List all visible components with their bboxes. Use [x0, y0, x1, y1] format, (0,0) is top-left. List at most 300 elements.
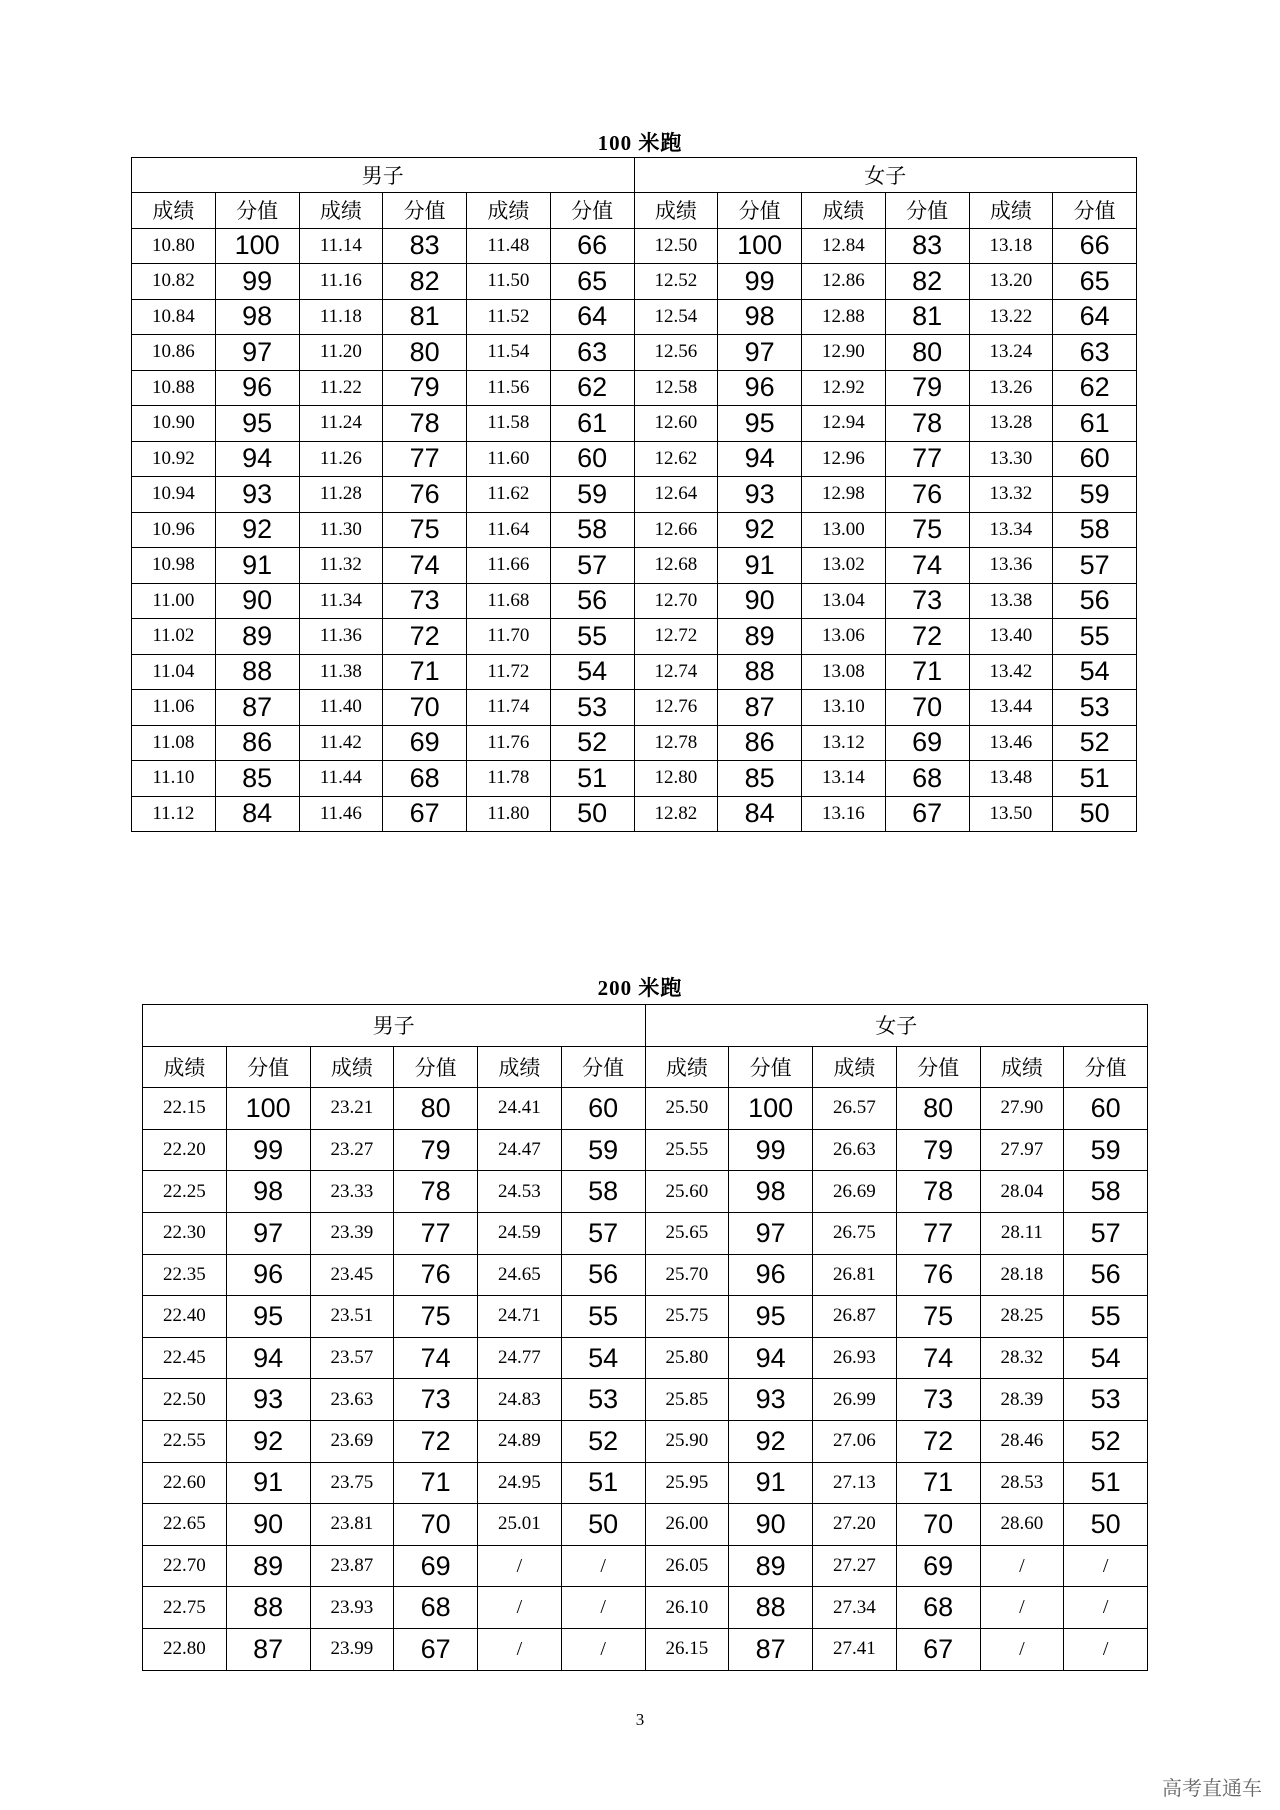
score-cell: 88 — [718, 654, 802, 690]
score-cell: / — [1064, 1628, 1148, 1670]
score-cell: 57 — [550, 548, 634, 584]
performance-cell: 11.40 — [299, 690, 383, 726]
score-cell: 86 — [718, 725, 802, 761]
performance-cell: 12.92 — [802, 370, 886, 406]
score-cell: 73 — [896, 1379, 980, 1421]
score-cell: 70 — [885, 690, 969, 726]
score-cell: 92 — [215, 512, 299, 548]
performance-cell: 24.41 — [478, 1088, 562, 1130]
performance-cell: 13.10 — [802, 690, 886, 726]
performance-cell: 27.90 — [980, 1088, 1064, 1130]
performance-cell: 13.44 — [969, 690, 1053, 726]
performance-cell: 12.68 — [634, 548, 718, 584]
page-number: 3 — [635, 1710, 645, 1729]
performance-cell: / — [980, 1628, 1064, 1670]
performance-cell: 22.45 — [143, 1337, 227, 1379]
score-cell: 76 — [885, 477, 969, 513]
score-cell: 57 — [1064, 1212, 1148, 1254]
performance-cell: 22.35 — [143, 1254, 227, 1296]
score-cell: 63 — [550, 335, 634, 371]
score-cell: 93 — [226, 1379, 310, 1421]
column-header-performance: 成绩 — [143, 1046, 227, 1088]
score-cell: 79 — [383, 370, 467, 406]
performance-cell: / — [478, 1628, 562, 1670]
performance-cell: 24.83 — [478, 1379, 562, 1421]
score-cell: 72 — [885, 619, 969, 655]
performance-cell: 28.18 — [980, 1254, 1064, 1296]
performance-cell: 12.78 — [634, 725, 718, 761]
performance-cell: 12.88 — [802, 299, 886, 335]
score-cell: 69 — [896, 1545, 980, 1587]
table-row — [143, 1379, 1148, 1421]
score-cell: 53 — [561, 1379, 645, 1421]
score-cell: 59 — [1064, 1129, 1148, 1171]
performance-cell: / — [980, 1587, 1064, 1629]
performance-cell: 24.47 — [478, 1129, 562, 1171]
table-200m-title: 200 米跑 — [597, 976, 683, 1000]
score-cell: 57 — [561, 1212, 645, 1254]
column-header-row — [143, 1046, 1148, 1088]
performance-cell: 11.52 — [467, 299, 551, 335]
score-cell: 94 — [215, 441, 299, 477]
performance-cell: 25.85 — [645, 1379, 729, 1421]
score-cell: 50 — [1053, 796, 1137, 832]
performance-cell: 12.98 — [802, 477, 886, 513]
score-cell: 79 — [896, 1129, 980, 1171]
performance-cell: 12.56 — [634, 335, 718, 371]
score-cell: 90 — [226, 1504, 310, 1546]
performance-cell: 11.12 — [132, 796, 216, 832]
column-header-score: 分值 — [896, 1046, 980, 1088]
performance-cell: 27.41 — [813, 1628, 897, 1670]
score-cell: 99 — [729, 1129, 813, 1171]
score-cell: 51 — [550, 761, 634, 797]
performance-cell: 12.64 — [634, 477, 718, 513]
score-cell: / — [1064, 1587, 1148, 1629]
performance-cell: 10.84 — [132, 299, 216, 335]
performance-cell: 23.21 — [310, 1088, 394, 1130]
performance-cell: 24.89 — [478, 1420, 562, 1462]
score-cell: 54 — [550, 654, 634, 690]
table-row — [143, 1337, 1148, 1379]
performance-cell: 28.25 — [980, 1296, 1064, 1338]
performance-cell: 11.24 — [299, 406, 383, 442]
table-row — [132, 796, 1137, 832]
score-cell: 66 — [1053, 228, 1137, 264]
performance-cell: 11.66 — [467, 548, 551, 584]
column-header-score: 分值 — [1064, 1046, 1148, 1088]
score-cell: 92 — [226, 1420, 310, 1462]
performance-cell: 13.36 — [969, 548, 1053, 584]
performance-cell: 27.06 — [813, 1420, 897, 1462]
performance-cell: 24.59 — [478, 1212, 562, 1254]
table-row — [132, 654, 1137, 690]
table-row — [132, 477, 1137, 513]
performance-cell: 11.22 — [299, 370, 383, 406]
score-cell: 51 — [1053, 761, 1137, 797]
performance-cell: 12.96 — [802, 441, 886, 477]
score-cell: 56 — [1053, 583, 1137, 619]
performance-cell: 26.87 — [813, 1296, 897, 1338]
performance-cell: 24.53 — [478, 1171, 562, 1213]
score-cell: 74 — [885, 548, 969, 584]
table-row — [132, 441, 1137, 477]
performance-cell: 26.69 — [813, 1171, 897, 1213]
score-cell: 51 — [561, 1462, 645, 1504]
performance-cell: 11.36 — [299, 619, 383, 655]
score-cell: 97 — [226, 1212, 310, 1254]
score-cell: 78 — [885, 406, 969, 442]
performance-cell: 11.38 — [299, 654, 383, 690]
performance-cell: 24.77 — [478, 1337, 562, 1379]
score-cell: 67 — [896, 1628, 980, 1670]
score-cell: 80 — [885, 335, 969, 371]
performance-cell: 22.75 — [143, 1587, 227, 1629]
performance-cell: 28.11 — [980, 1212, 1064, 1254]
table-row — [143, 1587, 1148, 1629]
score-cell: 74 — [383, 548, 467, 584]
score-cell: 91 — [729, 1462, 813, 1504]
performance-cell: 22.80 — [143, 1628, 227, 1670]
performance-cell: 22.40 — [143, 1296, 227, 1338]
table-row — [132, 725, 1137, 761]
male-header: 男子 — [143, 1005, 646, 1047]
score-cell: 67 — [394, 1628, 478, 1670]
score-cell: 50 — [1064, 1504, 1148, 1546]
score-cell: / — [1064, 1545, 1148, 1587]
score-cell: 70 — [896, 1504, 980, 1546]
performance-cell: 11.30 — [299, 512, 383, 548]
score-cell: 97 — [729, 1212, 813, 1254]
performance-cell: 12.62 — [634, 441, 718, 477]
performance-cell: 11.44 — [299, 761, 383, 797]
score-cell: 58 — [550, 512, 634, 548]
score-cell: 96 — [718, 370, 802, 406]
score-cell: 65 — [1053, 264, 1137, 300]
performance-cell: 28.39 — [980, 1379, 1064, 1421]
gender-header-row — [143, 1005, 1148, 1047]
column-header-score: 分值 — [1053, 193, 1137, 229]
male-header: 男子 — [132, 158, 635, 193]
performance-cell: 11.56 — [467, 370, 551, 406]
performance-cell: 26.93 — [813, 1337, 897, 1379]
table-200m — [142, 1004, 1148, 1671]
performance-cell: 11.26 — [299, 441, 383, 477]
score-cell: 61 — [550, 406, 634, 442]
performance-cell: 11.46 — [299, 796, 383, 832]
score-cell: 93 — [215, 477, 299, 513]
performance-cell: 27.34 — [813, 1587, 897, 1629]
score-cell: 69 — [383, 725, 467, 761]
score-cell: 79 — [394, 1129, 478, 1171]
performance-cell: 11.02 — [132, 619, 216, 655]
score-cell: 78 — [896, 1171, 980, 1213]
score-cell: 98 — [718, 299, 802, 335]
performance-cell: 28.46 — [980, 1420, 1064, 1462]
score-cell: 65 — [550, 264, 634, 300]
score-cell: 82 — [885, 264, 969, 300]
score-cell: 74 — [896, 1337, 980, 1379]
score-cell: 62 — [550, 370, 634, 406]
score-cell: 100 — [729, 1088, 813, 1130]
score-cell: 87 — [226, 1628, 310, 1670]
score-cell: 67 — [383, 796, 467, 832]
performance-cell: 13.08 — [802, 654, 886, 690]
score-cell: 90 — [729, 1504, 813, 1546]
performance-cell: 12.52 — [634, 264, 718, 300]
score-cell: 57 — [1053, 548, 1137, 584]
score-cell: 53 — [550, 690, 634, 726]
table-row — [132, 583, 1137, 619]
performance-cell: 26.00 — [645, 1504, 729, 1546]
table-row — [143, 1628, 1148, 1670]
score-cell: 91 — [718, 548, 802, 584]
performance-cell: 22.20 — [143, 1129, 227, 1171]
performance-cell: 22.60 — [143, 1462, 227, 1504]
performance-cell: 11.04 — [132, 654, 216, 690]
performance-cell: 11.10 — [132, 761, 216, 797]
performance-cell: 25.65 — [645, 1212, 729, 1254]
score-cell: 78 — [383, 406, 467, 442]
performance-cell: 25.60 — [645, 1171, 729, 1213]
performance-cell: 25.95 — [645, 1462, 729, 1504]
performance-cell: 13.30 — [969, 441, 1053, 477]
performance-cell: 13.18 — [969, 228, 1053, 264]
performance-cell: 25.70 — [645, 1254, 729, 1296]
column-header-performance: 成绩 — [467, 193, 551, 229]
performance-cell: 11.54 — [467, 335, 551, 371]
performance-cell: 12.58 — [634, 370, 718, 406]
performance-cell: 11.62 — [467, 477, 551, 513]
performance-cell: 13.38 — [969, 583, 1053, 619]
score-cell: 93 — [718, 477, 802, 513]
performance-cell: 11.16 — [299, 264, 383, 300]
performance-cell: 13.32 — [969, 477, 1053, 513]
score-cell: 73 — [383, 583, 467, 619]
score-cell: 68 — [394, 1587, 478, 1629]
score-cell: 53 — [1064, 1379, 1148, 1421]
watermark: 高考直通车 — [1162, 1776, 1262, 1800]
performance-cell: 23.39 — [310, 1212, 394, 1254]
performance-cell: 11.60 — [467, 441, 551, 477]
score-cell: 71 — [896, 1462, 980, 1504]
score-cell: 98 — [215, 299, 299, 335]
performance-cell: 26.57 — [813, 1088, 897, 1130]
column-header-performance: 成绩 — [310, 1046, 394, 1088]
performance-cell: / — [478, 1545, 562, 1587]
column-header-score: 分值 — [561, 1046, 645, 1088]
performance-cell: 13.04 — [802, 583, 886, 619]
score-cell: 77 — [383, 441, 467, 477]
performance-cell: 23.81 — [310, 1504, 394, 1546]
performance-cell: 13.50 — [969, 796, 1053, 832]
performance-cell: 11.74 — [467, 690, 551, 726]
table-row — [143, 1420, 1148, 1462]
gender-header-row — [132, 158, 1137, 193]
performance-cell: 23.57 — [310, 1337, 394, 1379]
performance-cell: 12.72 — [634, 619, 718, 655]
performance-cell: 27.97 — [980, 1129, 1064, 1171]
score-cell: 75 — [394, 1296, 478, 1338]
performance-cell: 13.28 — [969, 406, 1053, 442]
score-cell: 75 — [896, 1296, 980, 1338]
column-header-performance: 成绩 — [969, 193, 1053, 229]
performance-cell: 25.90 — [645, 1420, 729, 1462]
score-cell: 71 — [383, 654, 467, 690]
performance-cell: 26.99 — [813, 1379, 897, 1421]
score-cell: 100 — [718, 228, 802, 264]
performance-cell: 23.27 — [310, 1129, 394, 1171]
score-cell: 95 — [215, 406, 299, 442]
performance-cell: 12.94 — [802, 406, 886, 442]
column-header-score: 分值 — [383, 193, 467, 229]
performance-cell: 13.14 — [802, 761, 886, 797]
score-cell: 100 — [226, 1088, 310, 1130]
performance-cell: 13.46 — [969, 725, 1053, 761]
score-cell: 97 — [718, 335, 802, 371]
performance-cell: 13.12 — [802, 725, 886, 761]
performance-cell: 10.96 — [132, 512, 216, 548]
table-100m — [131, 157, 1137, 832]
performance-cell: 11.32 — [299, 548, 383, 584]
performance-cell: 12.84 — [802, 228, 886, 264]
performance-cell: 11.00 — [132, 583, 216, 619]
column-header-score: 分值 — [394, 1046, 478, 1088]
score-cell: 58 — [1053, 512, 1137, 548]
score-cell: 97 — [215, 335, 299, 371]
table-row — [132, 548, 1137, 584]
score-cell: 91 — [215, 548, 299, 584]
performance-cell: 11.06 — [132, 690, 216, 726]
performance-cell: 28.04 — [980, 1171, 1064, 1213]
performance-cell: 27.13 — [813, 1462, 897, 1504]
performance-cell: 12.86 — [802, 264, 886, 300]
score-cell: 59 — [550, 477, 634, 513]
performance-cell: 26.10 — [645, 1587, 729, 1629]
performance-cell: 25.80 — [645, 1337, 729, 1379]
performance-cell: 13.00 — [802, 512, 886, 548]
column-header-row — [132, 193, 1137, 229]
score-cell: 61 — [1053, 406, 1137, 442]
score-cell: 82 — [383, 264, 467, 300]
table-row — [143, 1296, 1148, 1338]
score-cell: 81 — [383, 299, 467, 335]
score-cell: 60 — [550, 441, 634, 477]
performance-cell: 11.42 — [299, 725, 383, 761]
score-cell: 99 — [718, 264, 802, 300]
score-cell: 87 — [718, 690, 802, 726]
table-row — [143, 1171, 1148, 1213]
performance-cell: 13.48 — [969, 761, 1053, 797]
score-cell: 71 — [394, 1462, 478, 1504]
performance-cell: 27.20 — [813, 1504, 897, 1546]
score-cell: 60 — [1053, 441, 1137, 477]
score-cell: 78 — [394, 1171, 478, 1213]
score-cell: 73 — [394, 1379, 478, 1421]
column-header-performance: 成绩 — [813, 1046, 897, 1088]
score-cell: 56 — [561, 1254, 645, 1296]
score-cell: 52 — [1053, 725, 1137, 761]
performance-cell: 12.70 — [634, 583, 718, 619]
performance-cell: 23.99 — [310, 1628, 394, 1670]
table-row — [143, 1504, 1148, 1546]
performance-cell: 11.18 — [299, 299, 383, 335]
performance-cell: 23.93 — [310, 1587, 394, 1629]
performance-cell: 24.95 — [478, 1462, 562, 1504]
performance-cell: 12.82 — [634, 796, 718, 832]
score-cell: 72 — [896, 1420, 980, 1462]
performance-cell: / — [478, 1587, 562, 1629]
score-cell: 96 — [215, 370, 299, 406]
score-cell: 77 — [896, 1212, 980, 1254]
score-cell: 88 — [729, 1587, 813, 1629]
score-cell: 84 — [215, 796, 299, 832]
score-cell: 99 — [215, 264, 299, 300]
column-header-performance: 成绩 — [645, 1046, 729, 1088]
score-cell: 62 — [1053, 370, 1137, 406]
score-cell: 75 — [383, 512, 467, 548]
score-cell: 88 — [226, 1587, 310, 1629]
score-cell: 73 — [885, 583, 969, 619]
score-cell: 93 — [729, 1379, 813, 1421]
performance-cell: 26.75 — [813, 1212, 897, 1254]
column-header-performance: 成绩 — [478, 1046, 562, 1088]
score-cell: 100 — [215, 228, 299, 264]
score-cell: 79 — [885, 370, 969, 406]
score-cell: 76 — [394, 1254, 478, 1296]
table-row — [132, 406, 1137, 442]
performance-cell: 22.55 — [143, 1420, 227, 1462]
performance-cell: 13.06 — [802, 619, 886, 655]
performance-cell: 13.22 — [969, 299, 1053, 335]
score-cell: 58 — [1064, 1171, 1148, 1213]
score-cell: 89 — [226, 1545, 310, 1587]
score-cell: 52 — [561, 1420, 645, 1462]
column-header-score: 分值 — [885, 193, 969, 229]
female-header: 女子 — [645, 1005, 1148, 1047]
score-cell: 75 — [885, 512, 969, 548]
performance-cell: 11.80 — [467, 796, 551, 832]
performance-cell: 22.30 — [143, 1212, 227, 1254]
score-cell: 80 — [394, 1088, 478, 1130]
performance-cell: 12.74 — [634, 654, 718, 690]
score-cell: 89 — [215, 619, 299, 655]
performance-cell: 11.50 — [467, 264, 551, 300]
score-cell: / — [561, 1587, 645, 1629]
score-cell: 89 — [729, 1545, 813, 1587]
score-cell: 56 — [550, 583, 634, 619]
table-row — [132, 761, 1137, 797]
performance-cell: 10.86 — [132, 335, 216, 371]
score-cell: 77 — [394, 1212, 478, 1254]
performance-cell: 28.60 — [980, 1504, 1064, 1546]
score-cell: 94 — [729, 1337, 813, 1379]
performance-cell: 11.20 — [299, 335, 383, 371]
performance-cell: 23.51 — [310, 1296, 394, 1338]
performance-cell: 26.81 — [813, 1254, 897, 1296]
score-cell: 70 — [394, 1504, 478, 1546]
column-header-performance: 成绩 — [132, 193, 216, 229]
performance-cell: 12.80 — [634, 761, 718, 797]
performance-cell: 12.60 — [634, 406, 718, 442]
performance-cell: 10.92 — [132, 441, 216, 477]
performance-cell: 26.05 — [645, 1545, 729, 1587]
score-cell: 98 — [226, 1171, 310, 1213]
score-cell: 59 — [1053, 477, 1137, 513]
score-cell: 67 — [885, 796, 969, 832]
score-cell: 53 — [1053, 690, 1137, 726]
score-cell: 76 — [896, 1254, 980, 1296]
